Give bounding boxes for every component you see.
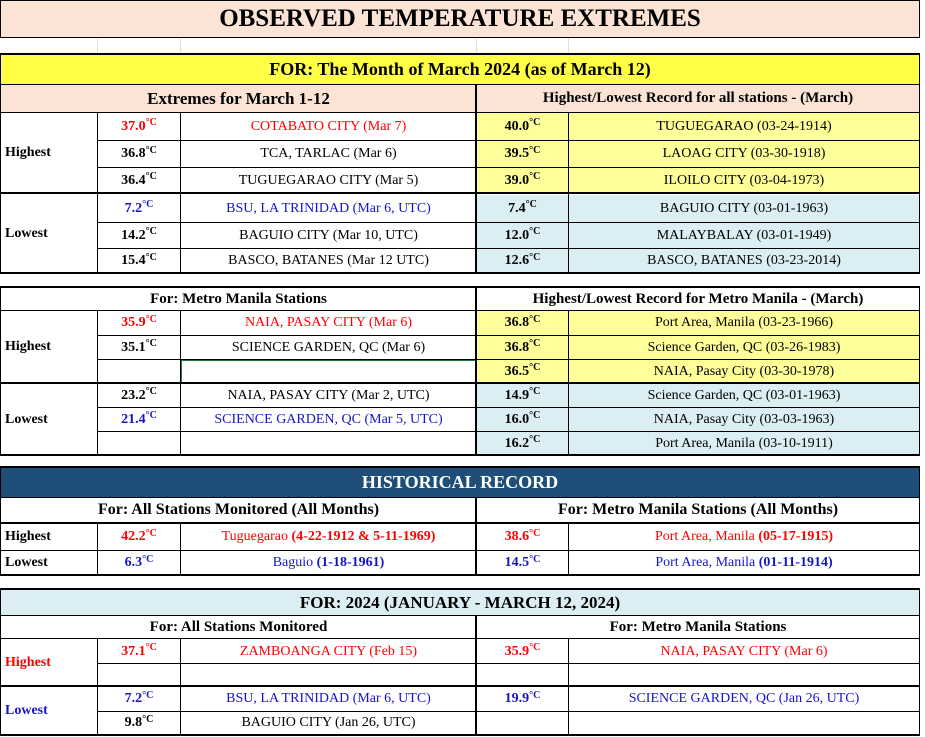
sec1-high-record-temp-3: 39.0 °C [477, 168, 568, 193]
sec1-low-record-temp-1: 7.4 °C [477, 195, 568, 222]
sec1-low-record-station-1: BAGUIO CITY (03-01-1963) [569, 195, 919, 222]
sec2-low-station-1: NAIA, PASAY CITY (Mar 2, UTC) [227, 387, 430, 403]
sec1-high-temp-3: 36.4 °C [121, 171, 157, 188]
sec1-high-record-temp-2: 39.5 °C [477, 141, 568, 167]
month-banner: FOR: The Month of March 2024 (as of March 12) [1, 55, 919, 84]
sec1-high-record-station-2: LAOAG CITY (03-30-1918) [569, 141, 919, 167]
sec2-high-station-2: SCIENCE GARDEN, QC (Mar 6) [231, 339, 426, 355]
historical-record-title: HISTORICAL RECORD [1, 468, 919, 497]
y2024-high-temp: 37.1 °C [121, 642, 157, 659]
y2024-low-station-2: BAGUIO CITY (Jan 26, UTC) [241, 715, 416, 730]
sec2-high-temp-3-empty [98, 360, 180, 383]
page-title: OBSERVED TEMPERATURE EXTREMES [1, 1, 919, 37]
y2024-low-temp-2: 9.8 °C [124, 713, 154, 730]
y2024-lowest-label: Lowest [5, 702, 48, 718]
sec1-low-record-temp-3: 12.6 °C [477, 249, 568, 273]
sec2-low-record-station-3: Port Area, Manila (03-10-1911) [569, 432, 919, 455]
y2024-low-station-1: BSU, LA TRINIDAD (Mar 6, UTC) [226, 691, 431, 706]
sec2-low-record-station-1: Science Garden, QC (03-01-1963) [569, 384, 919, 407]
y2024-right-header: For: Metro Manila Stations [609, 618, 787, 635]
y2024-mm-low-temp: 19.9 °C [504, 689, 541, 706]
hist-mm-high-station: Port Area, Manila (05-17-1915) [654, 529, 834, 544]
sec1-right-header: Highest/Lowest Record for all stations - (March) [477, 85, 919, 112]
hist-lowest-label: Lowest [5, 555, 48, 570]
sec2-selected-cell[interactable] [181, 360, 476, 383]
y2024-mm-low-station: SCIENCE GARDEN, QC (Jan 26, UTC) [628, 691, 860, 706]
sec2-high-station-1: NAIA, PASAY CITY (Mar 6) [244, 315, 413, 330]
sec1-high-station-3: TUGUEGARAO CITY (Mar 5) [238, 172, 419, 188]
hist-mm-high-temp: 38.6 °C [504, 527, 541, 544]
hist-low-temp: 6.3 °C [124, 553, 154, 570]
hist-mm-low-station: Port Area, Manila (01-11-1914) [655, 555, 833, 570]
sec1-low-record-temp-2: 12.0 °C [477, 223, 568, 248]
sec2-high-record-station-2: Science Garden, QC (03-26-1983) [569, 336, 919, 359]
sec2-low-record-temp-1: 14.9 °C [477, 384, 568, 407]
sec1-low-station-2: BAGUIO CITY (Mar 10, UTC) [239, 227, 418, 243]
y2024-left-header: For: All Stations Monitored [149, 618, 328, 635]
sec1-high-temp-2: 36.8 °C [121, 144, 157, 161]
sec2-low-record-temp-2: 16.0 °C [477, 408, 568, 431]
sec2-lowest-label: Lowest [5, 411, 48, 427]
year-2024-title: FOR: 2024 (JANUARY - MARCH 12, 2024) [1, 590, 919, 615]
sec2-left-header: For: Metro Manila Stations [150, 290, 327, 307]
sec2-high-record-temp-3: 36.5 °C [477, 360, 568, 383]
y2024-low-temp-1: 7.2 °C [124, 689, 154, 706]
sec2-low-temp-2: 21.4 °C [121, 410, 157, 427]
sec1-high-record-temp-1: 40.0 °C [477, 113, 568, 140]
sec1-low-temp-3: 15.4 °C [121, 251, 157, 268]
y2024-mm-high-temp: 35.9 °C [504, 642, 541, 659]
sec1-low-temp-2: 14.2 °C [121, 226, 157, 243]
y2024-mm-high-station: NAIA, PASAY CITY (Mar 6) [660, 643, 828, 659]
sec2-high-temp-1: 35.9 °C [121, 313, 157, 330]
hist-right-header: For: Metro Manila Stations (All Months) [557, 501, 839, 518]
hist-left-header: For: All Stations Monitored (All Months) [97, 501, 380, 518]
hist-highest-label: Highest [5, 529, 51, 544]
sec2-low-station-2: SCIENCE GARDEN, QC (Mar 5, UTC) [214, 411, 443, 427]
sec1-high-temp-1: 37.0 °C [121, 117, 157, 134]
sec2-high-record-temp-2: 36.8 °C [477, 336, 568, 359]
hist-high-station: Tuguegarao (4-22-1912 & 5-11-1969) [221, 529, 436, 544]
sec1-highest-label: Highest [5, 145, 51, 160]
hist-low-station: Baguio (1-18-1961) [272, 555, 385, 570]
sec1-high-record-station-3: ILOILO CITY (03-04-1973) [569, 168, 919, 193]
sec1-lowest-label: Lowest [5, 226, 48, 241]
sec1-low-record-station-3: BASCO, BATANES (03-23-2014) [569, 249, 919, 273]
y2024-high-station: ZAMBOANGA CITY (Feb 15) [239, 643, 418, 659]
y2024-highest-label: Highest [5, 654, 51, 670]
sec2-right-header: Highest/Lowest Record for Metro Manila - (March) [532, 290, 864, 307]
hist-high-temp: 42.2 °C [121, 527, 157, 544]
sec1-high-record-station-1: TUGUEGARAO (03-24-1914) [569, 113, 919, 140]
sec1-high-station-2: TCA, TARLAC (Mar 6) [260, 146, 397, 161]
sec2-high-record-station-3: NAIA, Pasay City (03-30-1978) [569, 360, 919, 383]
sec1-low-record-station-2: MALAYBALAY (03-01-1949) [569, 223, 919, 248]
sec2-high-record-station-1: Port Area, Manila (03-23-1966) [569, 311, 919, 335]
sec2-low-temp-1: 23.2 °C [121, 386, 157, 403]
sec1-high-station-1: COTABATO CITY (Mar 7) [250, 118, 407, 134]
sec2-low-record-station-2: NAIA, Pasay City (03-03-1963) [569, 408, 919, 431]
sec2-low-record-temp-3: 16.2 °C [477, 432, 568, 455]
sec2-high-record-temp-1: 36.8 °C [477, 311, 568, 335]
sec1-low-station-1: BSU, LA TRINIDAD (Mar 6, UTC) [226, 200, 431, 216]
sec1-low-temp-1: 7.2 °C [124, 199, 154, 216]
sec1-low-station-3: BASCO, BATANES (Mar 12 UTC) [228, 253, 429, 268]
sec2-highest-label: Highest [5, 339, 51, 354]
hist-mm-low-temp: 14.5 °C [504, 553, 541, 570]
sec2-high-temp-2: 35.1 °C [121, 338, 157, 355]
sec1-left-header: Extremes for March 1-12 [1, 85, 476, 112]
